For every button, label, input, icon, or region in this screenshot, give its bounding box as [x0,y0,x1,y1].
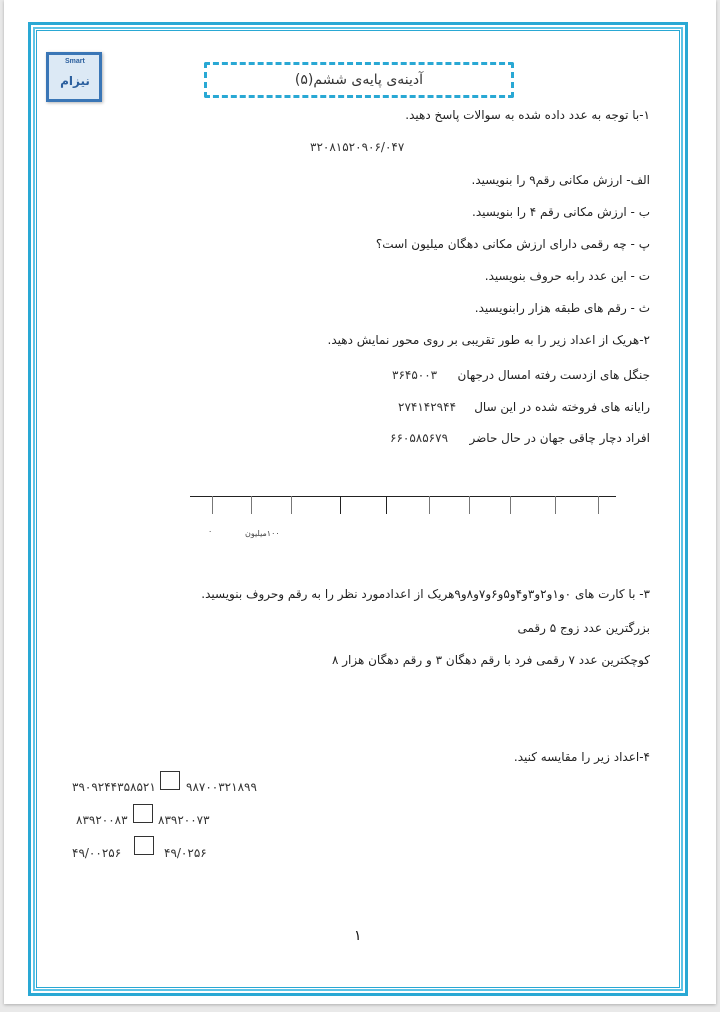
q4-left-number: ۸۳۹۲۰۰۸۳ [76,813,128,827]
q2-prompt: ۲-هریک از اعداد زیر را به طور تقریبی بر روی محور نمایش دهید. [327,333,650,347]
number-line-tick [386,496,387,514]
comparison-answer-box[interactable] [160,771,180,790]
worksheet-title-box [204,62,514,98]
number-line-label-zero: ۰ [208,527,213,536]
logo-smart-text: Smart [65,58,85,65]
q1-part-be: ب - ارزش مکانی رقم ۴ را بنویسید. [472,205,650,219]
comparison-answer-box[interactable] [133,804,153,823]
q1-part-se: ث - رقم های طبقه هزار رابنویسید. [474,301,650,315]
school-logo [46,52,102,102]
q4-right-number: ۹۸۷۰۰۳۲۱۸۹۹ [186,780,257,794]
number-line-tick [291,496,292,514]
q3-part-largest-even: بزرگترین عدد زوج ۵ رقمی [517,621,650,635]
q4-left-number: ۴۹/۰۰۲۵۶ [72,846,122,860]
q3-part-smallest-odd: کوچکترین عدد ۷ رقمی فرد با رقم دهگان ۳ و رقم دهگان هزار ۸ [331,653,650,667]
q4-right-number: ۴۹/۰۲۵۶ [164,846,207,860]
q2-item-label: جنگل های ازدست رفته امسال درجهان [457,368,650,382]
q2-item-value: ۳۶۴۵۰۰۳ [392,368,438,382]
number-line-tick [510,496,511,514]
q4-prompt: ۴-اعداد زیر را مقایسه کنید. [513,750,650,764]
logo-mark: نیزام [60,74,90,88]
number-line-tick [340,496,341,514]
number-line-axis [190,496,616,497]
q1-part-pe: پ - چه رقمی دارای ارزش مکانی دهگان میلیون است؟ [375,237,650,251]
q2-item-label: افراد دچار چاقی جهان در حال حاضر [469,431,650,445]
q1-prompt: ۱-با توجه به عدد داده شده به سوالات پاسخ دهید. [405,108,650,122]
q1-part-alef: الف- ارزش مکانی رقم۹ را بنویسید. [471,173,650,187]
q2-item-label: رایانه های فروخته شده در این سال [474,400,650,414]
number-line-tick [469,496,470,514]
number-line-tick [429,496,430,514]
q4-right-number: ۸۳۹۲۰۰۷۳ [158,813,210,827]
comparison-answer-box[interactable] [134,836,154,855]
number-line-label-100m: ۱۰۰میلیون [245,529,280,538]
number-line-tick [555,496,556,514]
q3-prompt: ۳- با کارت های ۰و۱و۲و۳و۴و۵و۶و۷و۸و۹هریک از اعدادمورد نظر را به رقم وحروف بنویسید. [201,587,650,601]
page-number: ۱ [354,928,362,944]
q4-left-number: ۳۹۰۹۲۴۴۳۵۸۵۲۱ [72,780,156,794]
q2-item-value: ۲۷۴۱۴۲۹۴۴ [398,400,457,414]
q2-item-value: ۶۶۰۵۸۵۶۷۹ [390,431,449,445]
worksheet-title: آدینه‌ی پایه‌ی ششم(۵) [294,72,424,88]
number-line-tick [251,496,252,514]
q1-number: ۳۲۰۸۱۵۲۰۹۰۶/۰۴۷ [310,140,405,154]
q1-part-te: ت - این عدد رابه حروف بنویسید. [484,269,650,283]
number-line-tick [212,496,213,514]
number-line-tick [598,496,599,514]
